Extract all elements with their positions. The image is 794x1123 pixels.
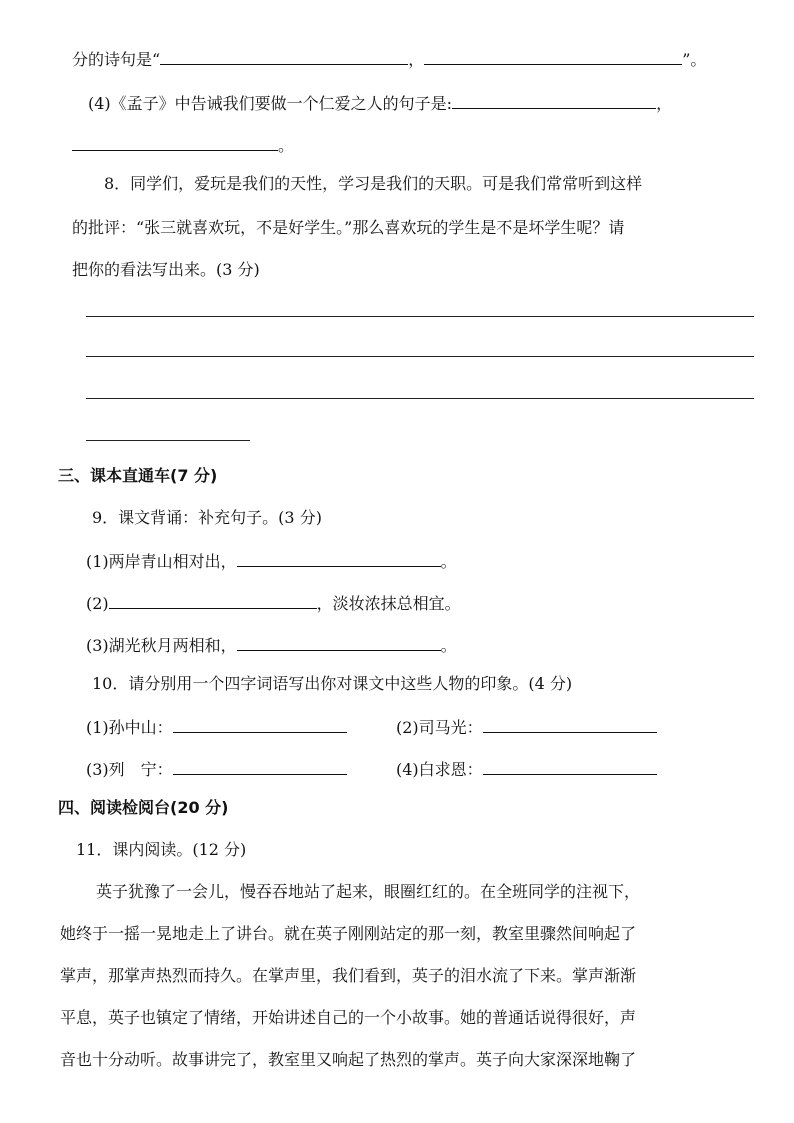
answer-line[interactable] [86,440,250,441]
passage-line: 音也十分动听。故事讲完了，教室里又响起了热烈的掌声。英子向大家深深地鞠了 [60,1050,637,1069]
answer-blank[interactable] [237,550,441,567]
passage-line: 平息，英子也镇定了情绪，开始讲述自己的一个小故事。她的普通话说得很好，声 [60,1008,637,1027]
answer-line[interactable] [86,398,754,399]
passage-line: 她终于一摇一晃地走上了讲台。就在英子刚刚站定的那一刻，教室里骤然间响起了 [60,924,637,943]
answer-line[interactable] [86,316,754,317]
q8-line2: 的批评：“张三就喜欢玩，不是好学生。”那么喜欢玩的学生是不是坏学生呢？请 [72,218,625,237]
passage-line: 掌声，那掌声热烈而持久。在掌声里，我们看到，英子的泪水流了下来。掌声渐渐 [60,966,637,985]
answer-blank[interactable] [483,716,657,733]
answer-blank[interactable] [72,134,278,151]
answer-blank[interactable] [483,758,657,775]
q9-item1: (1)两岸青山相对出， 。 [86,552,457,571]
section4-heading: 四、阅读检阅台(20 分) [58,798,229,817]
q9-item2: (2) ，淡妆浓抹总相宜。 [86,594,461,613]
answer-blank[interactable] [173,758,347,775]
passage-line: 英子犹豫了一会儿，慢吞吞地站了起来，眼圈红红的。在全班同学的注视下， [96,882,641,901]
q8-line3: 把你的看法写出来。(3 分) [72,260,260,279]
section3-heading: 三、课本直通车(7 分) [58,466,218,485]
answer-blank[interactable] [109,592,317,609]
q10-title: 10．请分别用一个四字词语写出你对课文中这些人物的印象。(4 分) [92,674,573,693]
q11-title: 11．课内阅读。(12 分) [76,840,247,859]
q7-line1: 分的诗句是“ ， ”。 [72,50,707,69]
answer-line[interactable] [86,356,754,357]
q9-title: 9．课文背诵：补充句子。(3 分) [92,508,322,527]
q9-item3: (3)湖光秋月两相和， 。 [86,636,457,655]
answer-blank[interactable] [424,48,682,65]
answer-blank[interactable] [237,634,441,651]
q10-item: (3)列 宁： [86,758,347,780]
q7-item4: (4)《孟子》中告诫我们要做一个仁爱之人的句子是: ， [88,94,673,113]
q10-item: (4)白求恩： [396,758,657,780]
q7-item4-line2: 。 [72,134,294,156]
q8-line1: 8．同学们，爱玩是我们的天性，学习是我们的天职。可是我们常常听到这样 [104,174,643,193]
answer-blank[interactable] [452,92,656,109]
answer-blank[interactable] [160,48,408,65]
answer-blank[interactable] [173,716,347,733]
q10-item: (2)司马光： [396,716,657,738]
q10-item: (1)孙中山： [86,716,347,738]
